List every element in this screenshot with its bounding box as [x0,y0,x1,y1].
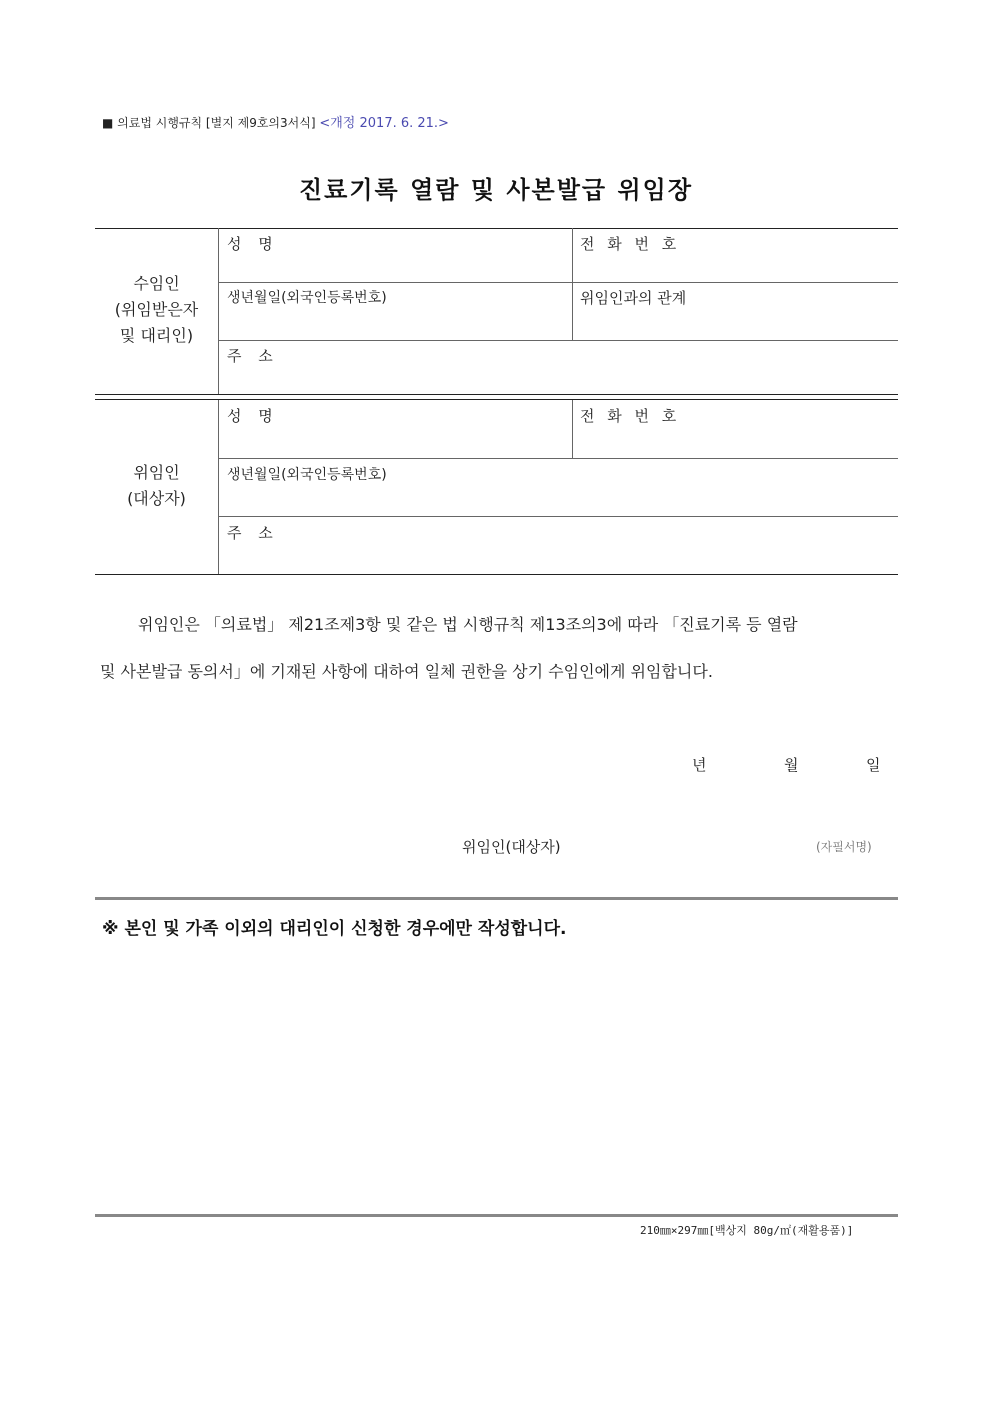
principal-birth-field[interactable]: 생년월일(외국인등록번호) [227,467,387,483]
section1-mid-vertical [572,228,573,340]
section-separator-bottom [95,399,898,400]
delegate-label-line2: (위임받은자 [114,300,199,319]
principal-name-field[interactable]: 성 명 [227,407,279,425]
form-ref-text: ■ 의료법 시행규칙 [별지 제9호의3서식] [102,116,316,130]
principal-label-line2: (대상자) [127,489,186,508]
notice-text: ※ 본인 및 가족 이외의 대리인이 신청한 경우에만 작성합니다. [102,919,567,939]
section1-row1-line [218,282,898,283]
section1-divider-vertical [218,228,219,394]
date-year[interactable]: 년 [692,756,707,774]
revision-text: <개정 2017. 6. 21.> [319,116,449,131]
section2-row1-line [218,458,898,459]
section1-row2-line [218,340,898,341]
table-bottom-border [95,574,898,575]
paper-spec: 210㎜×297㎜[백상지 80g/㎡(재활용품)] [640,1224,854,1237]
principal-address-field[interactable]: 주 소 [227,524,279,542]
principal-phone-field[interactable]: 전 화 번 호 [580,407,681,425]
delegate-name-field[interactable]: 성 명 [227,235,279,253]
delegate-birth-field[interactable]: 생년월일(외국인등록번호) [227,290,387,306]
delegate-label [95,271,218,349]
section-separator-top [95,394,898,395]
date-day[interactable]: 일 [866,756,881,774]
delegate-label-line1: 수임인 [133,274,180,293]
body-paragraph-line1: 위임인은 「의료법」 제21조제3항 및 같은 법 시행규칙 제13조의3에 따라 「진료기록 등 열람 [138,615,798,634]
section2-mid-vertical [572,400,573,458]
section2-divider-vertical [218,400,219,574]
principal-label [95,460,218,512]
note-separator [95,897,898,900]
table-top-border [95,228,898,229]
delegate-relation-field[interactable]: 위임인과의 관계 [580,289,687,307]
body-paragraph-line2: 및 사본발급 동의서」에 기재된 사항에 대하여 일체 권한을 상기 수임인에게 위임합니다. [100,662,713,681]
principal-label-line1: 위임인 [133,463,180,482]
date-month[interactable]: 월 [784,756,799,774]
signature-field[interactable]: (자필서명) [816,840,872,854]
document-title: 진료기록 열람 및 사본발급 위임장 [299,176,693,204]
form-reference [102,112,449,131]
signature-label: 위임인(대상자) [462,838,561,856]
footer-separator [95,1214,898,1217]
delegate-phone-field[interactable]: 전 화 번 호 [580,235,681,253]
delegate-address-field[interactable]: 주 소 [227,347,279,365]
section2-row2-line [218,516,898,517]
delegate-label-line3: 및 대리인) [119,326,194,345]
